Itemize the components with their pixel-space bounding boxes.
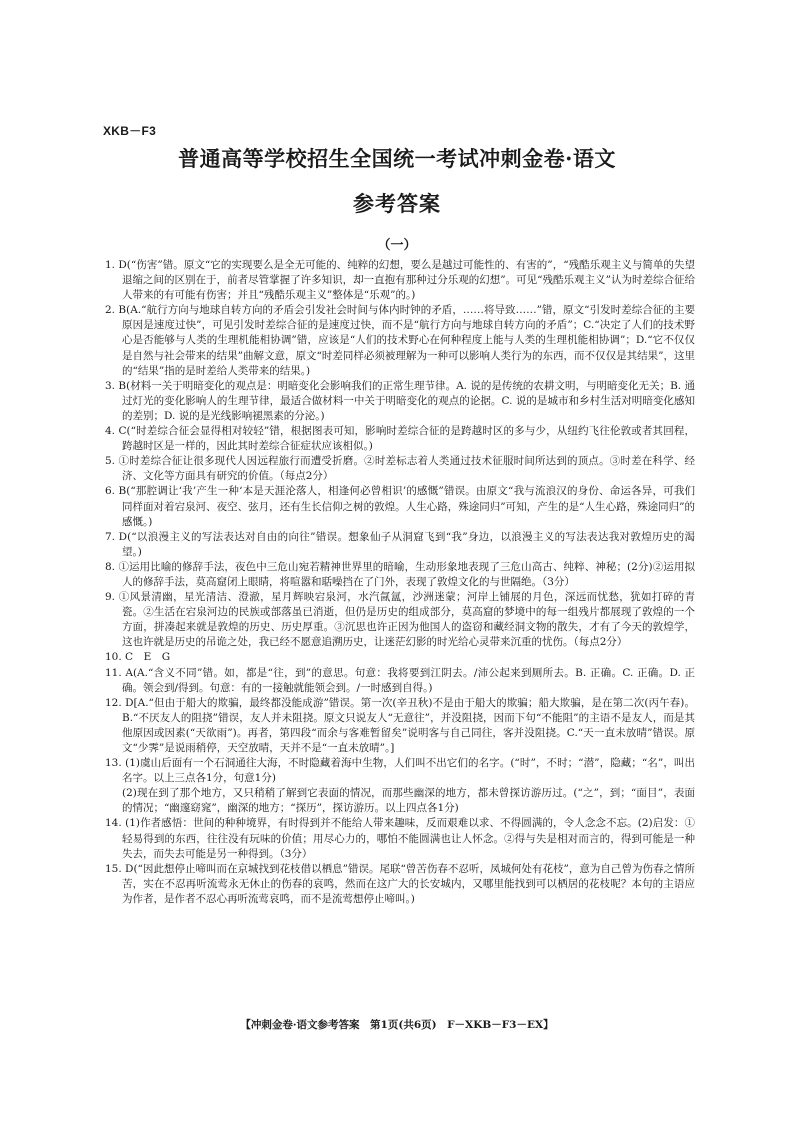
answer-7: 7. D(“以浪漫主义的写法表达对自由的向往”错误。想象仙子从洞窟飞到“我”身边，以浪漫主义的写法表达我对敦煌历史的渴望。) bbox=[105, 530, 695, 558]
page-footer: 【冲刺金卷·语文参考答案 第1页(共6页) F－XKB－F3－EX】 bbox=[240, 1019, 554, 1031]
answer-1: 1. D(“伤害”错。原文“它的实现要么是全无可能的、纯粹的幻想，要么是越过可能性的、有害的”，“残酷乐观主义与简单的失望退缩之间的区别在于，前者尽管掌握了许多知识，却一直抱有那种过分乐观的幻想”。可见“残酷乐观主义”认为时差综合征给人带来的有可能有伤害；并且“残酷乐观主义”整体是“乐观”的。) bbox=[105, 259, 695, 302]
answer-8: 8. ①运用比喻的修辞手法，夜色中三危山宛若精神世界里的暗喻，生动形象地表现了三危山高古、纯粹、神秘；(2分)②运用拟人的修辞手法，莫高窟闭上眼睛，将喧嚣和聒噪挡在了门外，表现了敦煌文化的与世隔绝。（3分） bbox=[105, 560, 695, 588]
answer-14: 14. (1)作者感悟：世间的种种境界，有时得到并不能给人带来趣味，反而艰难以求、不得圆满的，令人念念不忘。(2)启发：①轻易得到的东西，往往没有玩味的价值；用尽心力的，哪怕不能圆满也让人怀念。②得与失是相对而言的，得到可能是一种失去，而失去可能是另一种得到。（3分） bbox=[105, 817, 695, 860]
answer-13-part-1: 13. (1)虞山后面有一个石洞通往大海，不时隐藏着海中生物，人们叫不出它们的名字。(“时”，不时；“潜”，隐藏；“名”，叫出名字。以上三点各1分，句意1分) bbox=[105, 757, 695, 785]
page-title: 普通高等学校招生全国统一考试冲刺金卷·语文 bbox=[178, 146, 616, 171]
section-heading: （一） bbox=[377, 238, 417, 253]
page-subtitle: 参考答案 bbox=[353, 191, 441, 216]
answer-6: 6. B(“那腔调让‘我’产生一种‘本是天涯沦落人，相逢何必曾相识’的感慨”错误。由原文“我与流浪汉的身份、命运各异，可我们同样面对着宕泉河、夜空、弦月，还有生长信仰之树的敦煌。人生心路，殊途同归”可知，产生的是“人生心路，殊途同归”的感慨。) bbox=[105, 485, 695, 528]
answer-12: 12. D[A.“但由于船大的欺骗，最终都没能成游”错误。第一次(辛丑秋)不是由于船大的欺骗；船大欺骗，是在第二次(丙午春)。B.“不厌友人的阻挠”错误，友人并未阻挠。原文只说友人“无意往”，并没阻挠，因而下句“不能阻”的主语不是友人，而是其他原因或因素(“天欲雨”)。再者，第四段“而余与客难暂留矣”说明客与自己同往，客并没阻挠。C.“天一直未放晴”错误。原文“少霁”是说雨稍停，天空放晴，天并不是“一直未放晴”。] bbox=[105, 696, 695, 754]
answer-9: 9. ①风景清幽，星光清洁、澄澈，星月辉映宕泉河，水汽氤氲，沙洲迷蒙；河岸上铺展的月色，深远而忧愁，犹如打碎的青瓷。②生活在宕泉河边的民族或部落虽已消逝，但仍是历史的组成部分，莫高窟的梦境中的每一组残片都展现了敦煌的一个方面，拼凑起来就是敦煌的历史、历史厚重。③沉思也许正因为他国人的盗窃和藏经洞文物的散失，才有了今天的敦煌学，这也许就是历史的吊诡之处，我已经不愿意追溯历史，让迷茫幻影的时光给心灵带来沉重的忧伤。（每点2分） bbox=[105, 591, 695, 649]
answer-list bbox=[105, 258, 695, 907]
answer-10: 10. C E G bbox=[105, 651, 171, 664]
answer-3: 3. B(材料一关于明暗变化的观点是：明暗变化会影响我们的正常生理节律。A. 说的是传统的农耕文明，与明暗变化无关；B. 通过灯光的变化影响人的生理节律，最适合做材料一中关于明暗变化的观点的论据。C. 说的是城市和乡村生活对明暗变化感知的差别；D. 说的是光线影响褪黑素的分泌。) bbox=[105, 379, 695, 422]
answer-11: 11. A(A.“含义不同”错。如，都是“往，到”的意思。句意：我将要到江阴去。/沛公起来到厕所去。B. 正确。C. 正确。D. 正确。领会到/得到。句意：有的一接触就能领会到。/一时感到自得。) bbox=[105, 666, 695, 694]
answer-4: 4. C(“时差综合征会显得相对较轻”错，根据图表可知，影响时差综合征的是跨越时区的多与少，从纽约飞往伦敦或者其回程，跨越时区是一样的，因此其时差综合征症状应该相似。) bbox=[105, 425, 695, 453]
answer-2: 2. B(A.“航行方向与地球自转方向的矛盾会引发社会时间与体内时钟的矛盾，……将导致……”错，原文“引发时差综合征的主要原因是速度过快”，可见引发时差综合征的是速度过快，而不是“航行方向与地球自转方向的矛盾”；C.“决定了人们的技术野心是否能够与人类的生理机能相协调”错，应该是“人们的技术野心在何种程度上能与人类的生理机能相协调”；D.“它不仅仅是自然与社会带来的结果”曲解文意，原文“时差同样必须被理解为一种可以影响人类行为的东西，而不仅仅是其结果”，这里的“结果”指的是时差给人类带来的结果。) bbox=[105, 304, 695, 377]
answer-15: 15. D(“因此想停止啼叫而在京城找到花枝借以栖息”错误。尾联“曾苦伤春不忍听，凤城何处有花枝”，意为自己曾为伤春之情所苦，实在不忍再听流莺永无休止的伤春的哀鸣，然而在这广大的长安城内，又哪里能找到可以栖居的花枝呢？本句的主语应为作者，是作者不忍心再听流莺哀鸣，而不是流莺想停止啼叫。) bbox=[105, 862, 695, 905]
answer-13-part-2: (2)现在到了那个地方，又只稍稍了解到它表面的情况，而那些幽深的地方，都未曾探访游历过。(“之”，到；“面目”，表面的情况；“幽邃窈窕”，幽深的地方；“探历”，探访游历。以上四点各1分) bbox=[122, 787, 695, 815]
paper-code: XKB－F3 bbox=[103, 124, 157, 138]
answer-5: 5. ①时差综合征让很多现代人因远程旅行而遭受折磨。②时差标志着人类通过技术征服时间所达到的顶点。③时差在科学、经济、文化等方面具有研究的价值。（每点2分） bbox=[105, 455, 695, 483]
